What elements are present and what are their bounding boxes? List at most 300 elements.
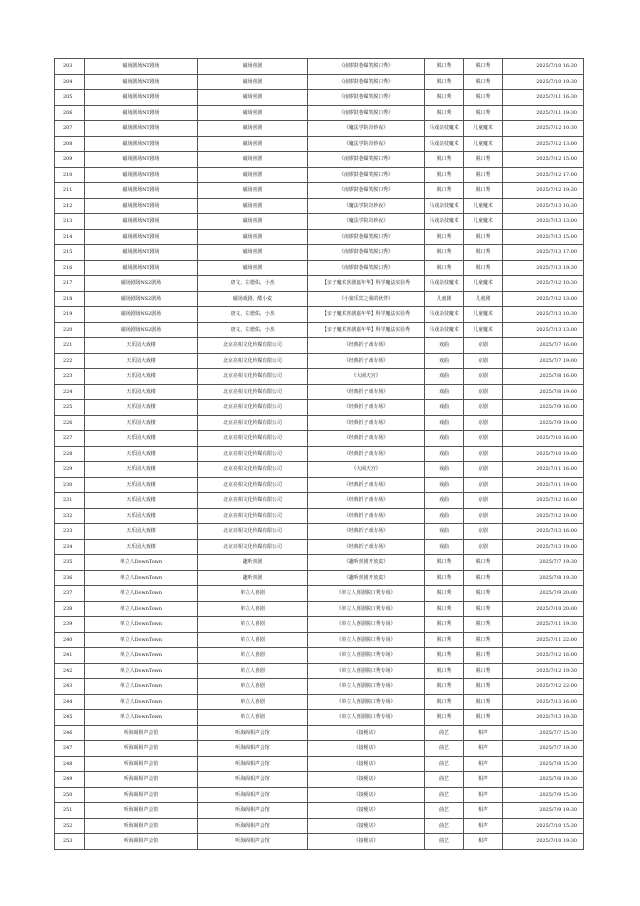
datetime-cell: 2025/7/9 15:30: [503, 787, 584, 803]
organizer-cell: 磁场喜剧: [198, 152, 308, 168]
program-title-cell: 《单立人喜剧脱口秀专场》: [308, 648, 425, 664]
category-cell: 马戏杂技魔术: [425, 307, 464, 323]
category-cell: 马戏杂技魔术: [425, 214, 464, 230]
category-cell: 曲艺: [425, 834, 464, 850]
subcategory-cell: 脱口秀: [464, 105, 503, 121]
category-cell: 脱口秀: [425, 694, 464, 710]
category-cell: 戏曲: [425, 400, 464, 416]
row-number: 207: [55, 121, 85, 137]
datetime-cell: 2025/7/8 19:30: [503, 570, 584, 586]
venue-cell: 磁场剧场NS2剧场: [85, 322, 198, 338]
row-number: 228: [55, 446, 85, 462]
table-row: [55, 369, 584, 385]
datetime-cell: 2025/7/11 19:00: [503, 477, 584, 493]
row-number: 225: [55, 400, 85, 416]
category-cell: 脱口秀: [425, 648, 464, 664]
datetime-cell: 2025/7/10 16:00: [503, 431, 584, 447]
venue-cell: 听海阁相声会馆: [85, 725, 198, 741]
venue-cell: 天乐园大戏楼: [85, 524, 198, 540]
datetime-cell: 2025/7/12 19:30: [503, 183, 584, 199]
program-title-cell: 《接梗店》: [308, 741, 425, 757]
program-title-cell: 《南锣鼓巷爆笑脱口秀》: [308, 59, 425, 75]
table-row: [55, 617, 584, 633]
category-cell: 脱口秀: [425, 617, 464, 633]
subcategory-cell: 脱口秀: [464, 617, 503, 633]
datetime-cell: 2025/7/7 19:30: [503, 555, 584, 571]
organizer-cell: 北京亮相文化传媒有限公司: [198, 477, 308, 493]
venue-cell: 天乐园大戏楼: [85, 369, 198, 385]
table-row: [55, 229, 584, 245]
venue-cell: 单立人DownTown: [85, 555, 198, 571]
datetime-cell: 2025/7/11 19:30: [503, 105, 584, 121]
program-title-cell: 【亲子魔术喜剧嘉年华】科学魔法实验秀: [308, 276, 425, 292]
subcategory-cell: 脱口秀: [464, 570, 503, 586]
datetime-cell: 2025/7/10 19:00: [503, 446, 584, 462]
subcategory-cell: 京剧: [464, 338, 503, 354]
organizer-cell: 磁场喜剧: [198, 74, 308, 90]
program-title-cell: 【亲子魔术喜剧嘉年华】科学魔法实验秀: [308, 307, 425, 323]
category-cell: 儿童剧: [425, 291, 464, 307]
datetime-cell: 2025/7/12 15:00: [503, 152, 584, 168]
datetime-cell: 2025/7/10 16:30: [503, 59, 584, 75]
row-number: 208: [55, 136, 85, 152]
datetime-cell: 2025/7/7 19:00: [503, 353, 584, 369]
table-row: [55, 136, 584, 152]
program-title-cell: 《经典折子戏专场》: [308, 431, 425, 447]
table-row: [55, 725, 584, 741]
category-cell: 戏曲: [425, 338, 464, 354]
table-row: [55, 710, 584, 726]
subcategory-cell: 相声: [464, 756, 503, 772]
category-cell: 脱口秀: [425, 555, 464, 571]
row-number: 212: [55, 198, 85, 214]
table-row: [55, 694, 584, 710]
venue-cell: 单立人DownTown: [85, 710, 198, 726]
row-number: 243: [55, 679, 85, 695]
venue-cell: 磁场剧场NS2剧场: [85, 307, 198, 323]
venue-cell: 磁场剧场NT剧场: [85, 136, 198, 152]
datetime-cell: 2025/7/9 19:30: [503, 803, 584, 819]
category-cell: 戏曲: [425, 353, 464, 369]
venue-cell: 听海阁相声会馆: [85, 834, 198, 850]
category-cell: 脱口秀: [425, 167, 464, 183]
program-title-cell: 《魔法学院奇妙夜》: [308, 214, 425, 230]
organizer-cell: 单立人喜剧: [198, 648, 308, 664]
datetime-cell: 2025/7/11 22:00: [503, 632, 584, 648]
organizer-cell: 听海阁相声会馆: [198, 834, 308, 850]
category-cell: 脱口秀: [425, 601, 464, 617]
organizer-cell: 北京亮相文化传媒有限公司: [198, 400, 308, 416]
subcategory-cell: 儿童魔术: [464, 307, 503, 323]
table-row: [55, 400, 584, 416]
venue-cell: 天乐园大戏楼: [85, 384, 198, 400]
organizer-cell: 北京亮相文化传媒有限公司: [198, 353, 308, 369]
row-number: 214: [55, 229, 85, 245]
venue-cell: 单立人DownTown: [85, 617, 198, 633]
subcategory-cell: 相声: [464, 787, 503, 803]
row-number: 239: [55, 617, 85, 633]
venue-cell: 磁场剧场NT剧场: [85, 105, 198, 121]
category-cell: 戏曲: [425, 384, 464, 400]
subcategory-cell: 脱口秀: [464, 152, 503, 168]
category-cell: 脱口秀: [425, 663, 464, 679]
organizer-cell: 听海阁相声会馆: [198, 725, 308, 741]
subcategory-cell: 儿童剧: [464, 291, 503, 307]
table-row: [55, 198, 584, 214]
program-title-cell: 《经典折子戏专场》: [308, 384, 425, 400]
category-cell: 曲艺: [425, 787, 464, 803]
program-title-cell: 《接梗店》: [308, 725, 425, 741]
organizer-cell: 磁场喜剧: [198, 167, 308, 183]
program-title-cell: 《魔法学院奇妙夜》: [308, 198, 425, 214]
program-title-cell: 《大闹天宫》: [308, 369, 425, 385]
program-title-cell: 《经典折子戏专场》: [308, 400, 425, 416]
category-cell: 脱口秀: [425, 229, 464, 245]
program-title-cell: 《南锣鼓巷爆笑脱口秀》: [308, 167, 425, 183]
program-title-cell: 《单立人喜剧脱口秀专场》: [308, 710, 425, 726]
table-row: [55, 648, 584, 664]
program-title-cell: 《接梗店》: [308, 756, 425, 772]
datetime-cell: 2025/7/12 13:00: [503, 291, 584, 307]
organizer-cell: 磁场喜剧: [198, 105, 308, 121]
datetime-cell: 2025/7/13 16:00: [503, 524, 584, 540]
venue-cell: 天乐园大戏楼: [85, 446, 198, 462]
table-row: [55, 214, 584, 230]
organizer-cell: 单立人喜剧: [198, 710, 308, 726]
row-number: 240: [55, 632, 85, 648]
row-number: 235: [55, 555, 85, 571]
subcategory-cell: 京剧: [464, 477, 503, 493]
organizer-cell: 听海阁相声会馆: [198, 772, 308, 788]
subcategory-cell: 脱口秀: [464, 59, 503, 75]
organizer-cell: 磁场喜剧: [198, 198, 308, 214]
program-title-cell: 《经典折子戏专场》: [308, 446, 425, 462]
venue-cell: 听海阁相声会馆: [85, 787, 198, 803]
program-title-cell: 《趣听喜剧开放麦》: [308, 570, 425, 586]
row-number: 244: [55, 694, 85, 710]
category-cell: 马戏杂技魔术: [425, 121, 464, 137]
datetime-cell: 2025/7/10 19:30: [503, 834, 584, 850]
subcategory-cell: 脱口秀: [464, 632, 503, 648]
datetime-cell: 2025/7/13 16:00: [503, 694, 584, 710]
subcategory-cell: 京剧: [464, 369, 503, 385]
row-number: 203: [55, 59, 85, 75]
datetime-cell: 2025/7/13 10:30: [503, 198, 584, 214]
subcategory-cell: 相声: [464, 834, 503, 850]
datetime-cell: 2025/7/13 17:00: [503, 245, 584, 261]
datetime-cell: 2025/7/9 20:00: [503, 586, 584, 602]
datetime-cell: 2025/7/12 16:00: [503, 493, 584, 509]
subcategory-cell: 京剧: [464, 462, 503, 478]
organizer-cell: 磁场戏剧，酷小麦: [198, 291, 308, 307]
organizer-cell: 北京亮相文化传媒有限公司: [198, 384, 308, 400]
datetime-cell: 2025/7/10 15:30: [503, 818, 584, 834]
datetime-cell: 2025/7/13 19:30: [503, 260, 584, 276]
organizer-cell: 磁场喜剧: [198, 183, 308, 199]
organizer-cell: 单立人喜剧: [198, 617, 308, 633]
organizer-cell: 听海阁相声会馆: [198, 787, 308, 803]
subcategory-cell: 京剧: [464, 508, 503, 524]
venue-cell: 磁场剧场NT剧场: [85, 90, 198, 106]
table-row: [55, 90, 584, 106]
organizer-cell: 单立人喜剧: [198, 601, 308, 617]
datetime-cell: 2025/7/12 19:30: [503, 663, 584, 679]
program-title-cell: 《南锣鼓巷爆笑脱口秀》: [308, 152, 425, 168]
organizer-cell: 单立人喜剧: [198, 694, 308, 710]
row-number: 221: [55, 338, 85, 354]
program-title-cell: 《接梗店》: [308, 772, 425, 788]
venue-cell: 天乐园大戏楼: [85, 400, 198, 416]
subcategory-cell: 京剧: [464, 353, 503, 369]
datetime-cell: 2025/7/8 19:00: [503, 384, 584, 400]
row-number: 231: [55, 493, 85, 509]
category-cell: 脱口秀: [425, 74, 464, 90]
table-row: [55, 679, 584, 695]
organizer-cell: 北京亮相文化传媒有限公司: [198, 431, 308, 447]
category-cell: 脱口秀: [425, 679, 464, 695]
table-row: [55, 586, 584, 602]
category-cell: 曲艺: [425, 818, 464, 834]
category-cell: 戏曲: [425, 539, 464, 555]
table-row: [55, 477, 584, 493]
row-number: 215: [55, 245, 85, 261]
category-cell: 戏曲: [425, 508, 464, 524]
table-row: [55, 508, 584, 524]
program-title-cell: 《单立人喜剧脱口秀专场》: [308, 679, 425, 695]
organizer-cell: 趣听喜剧: [198, 555, 308, 571]
datetime-cell: 2025/7/13 13:00: [503, 322, 584, 338]
category-cell: 脱口秀: [425, 710, 464, 726]
row-number: 224: [55, 384, 85, 400]
organizer-cell: 磁场喜剧: [198, 121, 308, 137]
venue-cell: 天乐园大戏楼: [85, 462, 198, 478]
program-title-cell: 《趣听喜剧开放麦》: [308, 555, 425, 571]
organizer-cell: 单立人喜剧: [198, 663, 308, 679]
program-title-cell: 《经典折子戏专场》: [308, 353, 425, 369]
venue-cell: 单立人DownTown: [85, 694, 198, 710]
organizer-cell: 磁场喜剧: [198, 245, 308, 261]
datetime-cell: 2025/7/12 17:00: [503, 167, 584, 183]
subcategory-cell: 脱口秀: [464, 586, 503, 602]
category-cell: 戏曲: [425, 369, 464, 385]
venue-cell: 磁场剧场NT剧场: [85, 74, 198, 90]
venue-cell: 天乐园大戏楼: [85, 431, 198, 447]
row-number: 247: [55, 741, 85, 757]
subcategory-cell: 脱口秀: [464, 710, 503, 726]
subcategory-cell: 京剧: [464, 524, 503, 540]
organizer-cell: 北京亮相文化传媒有限公司: [198, 539, 308, 555]
organizer-cell: 北京亮相文化传媒有限公司: [198, 524, 308, 540]
organizer-cell: 北京亮相文化传媒有限公司: [198, 415, 308, 431]
row-number: 242: [55, 663, 85, 679]
row-number: 245: [55, 710, 85, 726]
program-title-cell: 《魔法学院奇妙夜》: [308, 136, 425, 152]
table-row: [55, 384, 584, 400]
venue-cell: 听海阁相声会馆: [85, 818, 198, 834]
row-number: 236: [55, 570, 85, 586]
table-row: [55, 446, 584, 462]
row-number: 219: [55, 307, 85, 323]
row-number: 249: [55, 772, 85, 788]
venue-cell: 磁场剧场NT剧场: [85, 152, 198, 168]
category-cell: 脱口秀: [425, 59, 464, 75]
table-row: [55, 601, 584, 617]
table-row: [55, 260, 584, 276]
category-cell: 曲艺: [425, 741, 464, 757]
table-row: [55, 803, 584, 819]
program-title-cell: 《南锣鼓巷爆笑脱口秀》: [308, 245, 425, 261]
category-cell: 脱口秀: [425, 90, 464, 106]
program-title-cell: 《单立人喜剧脱口秀专场》: [308, 586, 425, 602]
venue-cell: 天乐园大戏楼: [85, 493, 198, 509]
venue-cell: 听海阁相声会馆: [85, 772, 198, 788]
venue-cell: 听海阁相声会馆: [85, 741, 198, 757]
category-cell: 脱口秀: [425, 245, 464, 261]
category-cell: 马戏杂技魔术: [425, 198, 464, 214]
venue-cell: 单立人DownTown: [85, 663, 198, 679]
row-number: 220: [55, 322, 85, 338]
category-cell: 马戏杂技魔术: [425, 322, 464, 338]
category-cell: 马戏杂技魔术: [425, 276, 464, 292]
row-number: 216: [55, 260, 85, 276]
table-row: [55, 818, 584, 834]
table-row: [55, 570, 584, 586]
table-row: [55, 493, 584, 509]
category-cell: 戏曲: [425, 462, 464, 478]
datetime-cell: 2025/7/7 16:00: [503, 338, 584, 354]
subcategory-cell: 脱口秀: [464, 679, 503, 695]
category-cell: 戏曲: [425, 415, 464, 431]
organizer-cell: 唐文，左德佑，小杰: [198, 322, 308, 338]
subcategory-cell: 京剧: [464, 384, 503, 400]
datetime-cell: 2025/7/11 16:30: [503, 90, 584, 106]
datetime-cell: 2025/7/12 10:30: [503, 276, 584, 292]
subcategory-cell: 脱口秀: [464, 90, 503, 106]
row-number: 238: [55, 601, 85, 617]
category-cell: 戏曲: [425, 431, 464, 447]
row-number: 204: [55, 74, 85, 90]
venue-cell: 磁场剧场NS2剧场: [85, 276, 198, 292]
organizer-cell: 听海阁相声会馆: [198, 818, 308, 834]
datetime-cell: 2025/7/8 16:00: [503, 369, 584, 385]
datetime-cell: 2025/7/11 16:00: [503, 462, 584, 478]
table-row: [55, 183, 584, 199]
table-row: [55, 555, 584, 571]
organizer-cell: 北京亮相文化传媒有限公司: [198, 462, 308, 478]
row-number: 230: [55, 477, 85, 493]
program-title-cell: 《南锣鼓巷爆笑脱口秀》: [308, 229, 425, 245]
venue-cell: 听海阁相声会馆: [85, 756, 198, 772]
row-number: 251: [55, 803, 85, 819]
program-title-cell: 《经典折子戏专场》: [308, 338, 425, 354]
subcategory-cell: 脱口秀: [464, 663, 503, 679]
datetime-cell: 2025/7/13 10:30: [503, 307, 584, 323]
program-title-cell: 《接梗店》: [308, 787, 425, 803]
subcategory-cell: 京剧: [464, 446, 503, 462]
row-number: 205: [55, 90, 85, 106]
row-number: 252: [55, 818, 85, 834]
datetime-cell: 2025/7/13 19:00: [503, 539, 584, 555]
table-row: [55, 74, 584, 90]
performance-schedule-table: [54, 58, 584, 850]
row-number: 226: [55, 415, 85, 431]
organizer-cell: 磁场喜剧: [198, 136, 308, 152]
table-row: [55, 167, 584, 183]
category-cell: 曲艺: [425, 803, 464, 819]
table-row: [55, 105, 584, 121]
program-title-cell: 《大闹天宫》: [308, 462, 425, 478]
category-cell: 曲艺: [425, 725, 464, 741]
subcategory-cell: 儿童魔术: [464, 136, 503, 152]
category-cell: 脱口秀: [425, 570, 464, 586]
table-row: [55, 524, 584, 540]
datetime-cell: 2025/7/8 19:30: [503, 772, 584, 788]
organizer-cell: 北京亮相文化传媒有限公司: [198, 446, 308, 462]
subcategory-cell: 相声: [464, 725, 503, 741]
organizer-cell: 唐文，左德佑，小杰: [198, 276, 308, 292]
row-number: 213: [55, 214, 85, 230]
row-number: 227: [55, 431, 85, 447]
organizer-cell: 磁场喜剧: [198, 214, 308, 230]
table-row: [55, 415, 584, 431]
subcategory-cell: 脱口秀: [464, 601, 503, 617]
subcategory-cell: 相声: [464, 803, 503, 819]
row-number: 210: [55, 167, 85, 183]
datetime-cell: 2025/7/11 19:30: [503, 617, 584, 633]
row-number: 218: [55, 291, 85, 307]
venue-cell: 单立人DownTown: [85, 679, 198, 695]
datetime-cell: 2025/7/13 15:00: [503, 229, 584, 245]
category-cell: 曲艺: [425, 756, 464, 772]
venue-cell: 磁场剧场NT剧场: [85, 183, 198, 199]
venue-cell: 听海阁相声会馆: [85, 803, 198, 819]
table-row: [55, 322, 584, 338]
program-title-cell: 《单立人喜剧脱口秀专场》: [308, 617, 425, 633]
subcategory-cell: 脱口秀: [464, 167, 503, 183]
datetime-cell: 2025/7/12 16:00: [503, 648, 584, 664]
row-number: 248: [55, 756, 85, 772]
program-title-cell: 《南锣鼓巷爆笑脱口秀》: [308, 260, 425, 276]
organizer-cell: 磁场喜剧: [198, 229, 308, 245]
datetime-cell: 2025/7/13 19:30: [503, 710, 584, 726]
table-row: [55, 121, 584, 137]
subcategory-cell: 脱口秀: [464, 694, 503, 710]
organizer-cell: 北京亮相文化传媒有限公司: [198, 369, 308, 385]
row-number: 229: [55, 462, 85, 478]
program-title-cell: 《单立人喜剧脱口秀专场》: [308, 632, 425, 648]
row-number: 250: [55, 787, 85, 803]
table-row: [55, 353, 584, 369]
program-title-cell: 《南锣鼓巷爆笑脱口秀》: [308, 90, 425, 106]
datetime-cell: 2025/7/10 19:30: [503, 74, 584, 90]
datetime-cell: 2025/7/7 15:30: [503, 725, 584, 741]
program-title-cell: 【亲子魔术喜剧嘉年华】科学魔法实验秀: [308, 322, 425, 338]
row-number: 217: [55, 276, 85, 292]
program-title-cell: 《单立人喜剧脱口秀专场》: [308, 663, 425, 679]
row-number: 237: [55, 586, 85, 602]
table-row: [55, 462, 584, 478]
program-title-cell: 《接梗店》: [308, 803, 425, 819]
subcategory-cell: 儿童魔术: [464, 276, 503, 292]
venue-cell: 单立人DownTown: [85, 632, 198, 648]
program-title-cell: 《南锣鼓巷爆笑脱口秀》: [308, 74, 425, 90]
venue-cell: 磁场剧场NT剧场: [85, 245, 198, 261]
table-row: [55, 276, 584, 292]
category-cell: 脱口秀: [425, 152, 464, 168]
venue-cell: 单立人DownTown: [85, 601, 198, 617]
program-title-cell: 《小狼乐宾之我的伙伴》: [308, 291, 425, 307]
category-cell: 脱口秀: [425, 586, 464, 602]
